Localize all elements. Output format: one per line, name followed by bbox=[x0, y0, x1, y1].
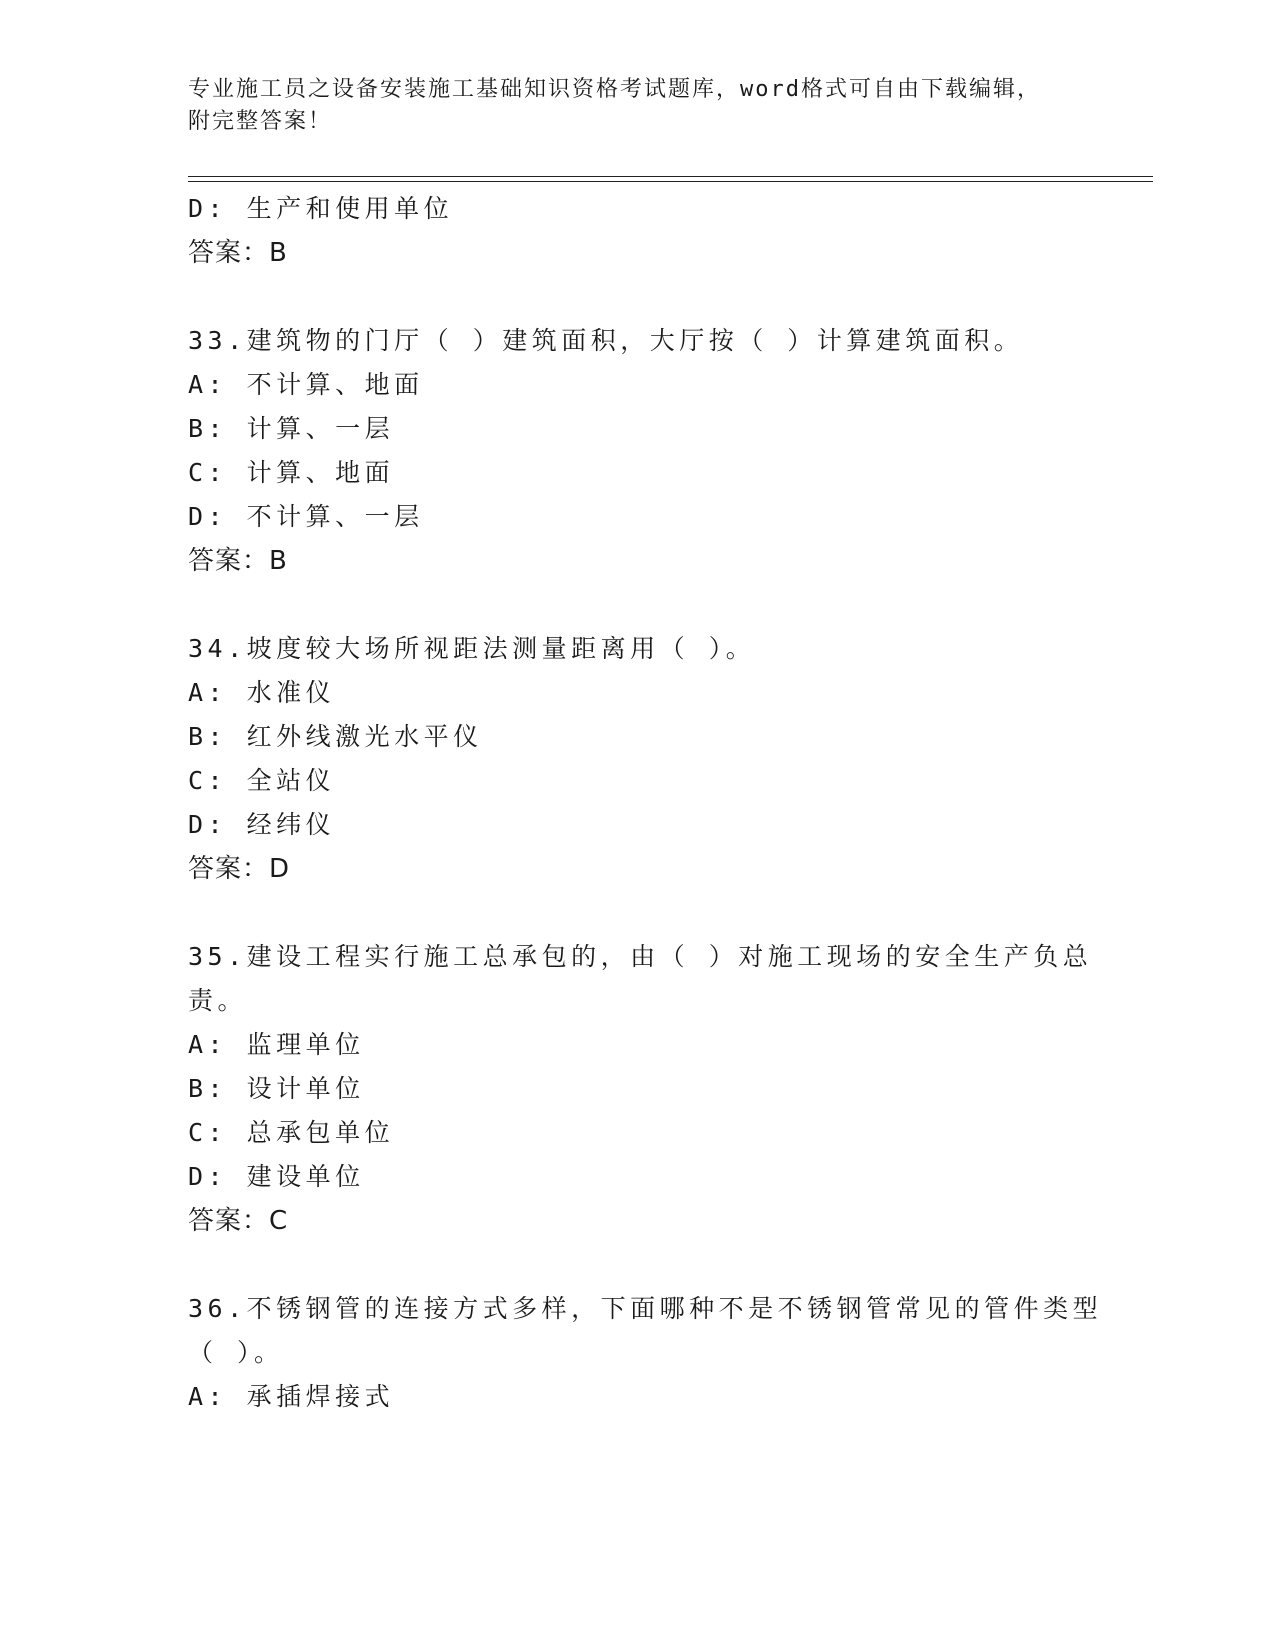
q35-option-a: A: 监理单位 bbox=[188, 1030, 365, 1059]
q35-stem-line-1: 35.建设工程实行施工总承包的，由（ ）对施工现场的安全生产负总 bbox=[188, 942, 1093, 971]
q34-option-d: D: 经纬仪 bbox=[188, 810, 336, 839]
q33-stem: 33.建筑物的门厅（ ）建筑面积，大厅按（ ）计算建筑面积。 bbox=[188, 326, 1024, 355]
q33-option-b: B: 计算、一层 bbox=[188, 414, 395, 443]
q34-stem: 34.坡度较大场所视距法测量距离用（ ）。 bbox=[188, 634, 756, 663]
q34-option-c: C: 全站仪 bbox=[188, 766, 336, 795]
header-divider-bottom bbox=[188, 181, 1153, 182]
q34-option-a: A: 水准仪 bbox=[188, 678, 336, 707]
q33-answer: 答案：B bbox=[188, 546, 288, 576]
q35-option-b: B: 设计单位 bbox=[188, 1074, 365, 1103]
q36-stem-line-2: （ ）。 bbox=[188, 1338, 284, 1367]
q34-answer: 答案：D bbox=[188, 854, 291, 884]
q35-option-d: D: 建设单位 bbox=[188, 1162, 365, 1191]
q32-answer: 答案：B bbox=[188, 238, 288, 268]
document-header bbox=[188, 74, 1068, 138]
q34-option-b: B: 红外线激光水平仪 bbox=[188, 722, 483, 751]
header-line-1: 专业施工员之设备安装施工基础知识资格考试题库，word格式可自由下载编辑， bbox=[188, 77, 1041, 102]
header-divider-top bbox=[188, 176, 1153, 177]
q36-stem-line-1: 36.不锈钢管的连接方式多样，下面哪种不是不锈钢管常见的管件类型 bbox=[188, 1294, 1103, 1323]
q33-option-d: D: 不计算、一层 bbox=[188, 502, 424, 531]
q33-option-a: A: 不计算、地面 bbox=[188, 370, 424, 399]
q35-stem-line-2: 责。 bbox=[188, 986, 248, 1015]
q35-answer: 答案：C bbox=[188, 1206, 289, 1236]
q36-option-a: A: 承插焊接式 bbox=[188, 1382, 395, 1411]
q35-option-c: C: 总承包单位 bbox=[188, 1118, 395, 1147]
header-line-2: 附完整答案！ bbox=[188, 109, 333, 134]
q33-option-c: C: 计算、地面 bbox=[188, 458, 395, 487]
q32-option-d: D: 生产和使用单位 bbox=[188, 194, 454, 223]
